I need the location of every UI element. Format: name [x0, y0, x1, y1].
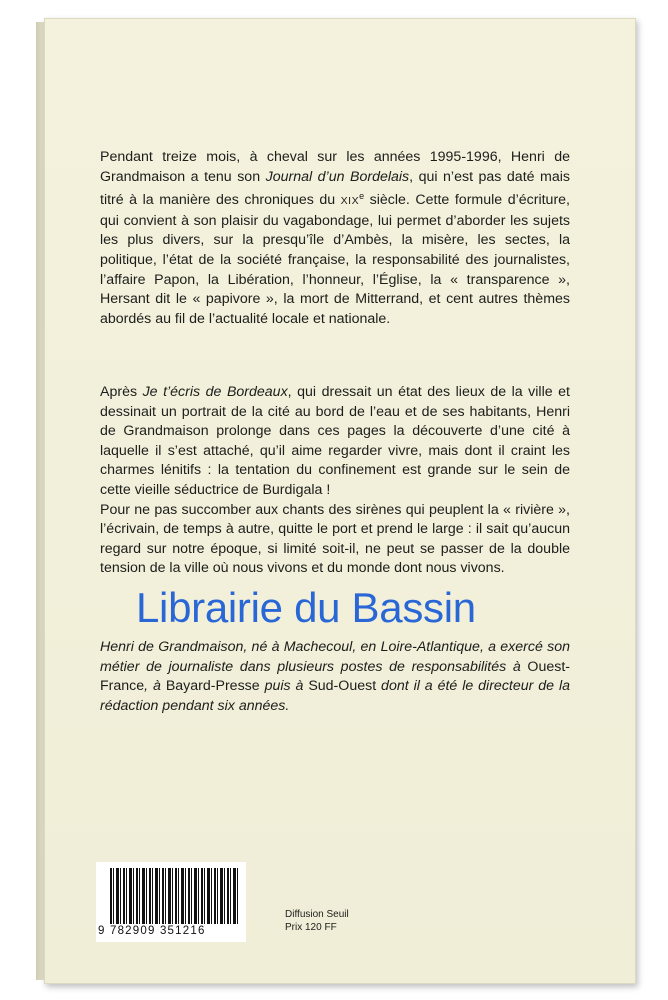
publisher-info: [285, 908, 349, 934]
distributor-label: Diffusion Seuil: [285, 909, 349, 920]
context-text-1: Après Je t’écris de Bordeaux, qui dressait un état des lieux de la ville et dessinait un portrait de la cité au bord de l’eau et de ses habitants, Henri de Grandmaison prolonge dans ces pages la découverte d’une cité à laquelle il s’est attaché, qu’il aime regarder vivre, mais dont il craint les charmes lénitifs : la tentation du confinement est grande sur le sein de cette vieille séductrice de Burdigala !: [100, 384, 570, 498]
context-paragraph: [100, 383, 570, 579]
barcode-bars: [110, 868, 238, 924]
synopsis-text: Pendant treize mois, à cheval sur les années 1995-1996, Henri de Grandmaison a tenu son Journal d’un Bordelais, qui n’est pas daté mais titré à la manière des chroniques du XIXe siècle. Cette formule d’écriture, qui convient à son plaisir du vagabondage, lui permet d’aborder les sujets les plus divers, sur la presqu’île d’Ambès, la misère, les sectes, la politique, l’état de la société française, la responsabilité des journalistes, l’affaire Papon, la Libération, l’honneur, l’Église, la « transparence », Hersant dit le « papivore », la mort de Mitterrand, et cent autres thèmes abordés au fil de l’actualité locale et nationale.: [100, 149, 570, 327]
century-numeral: XIX: [340, 195, 360, 208]
bookseller-watermark: Librairie du Bassin: [136, 584, 476, 631]
book-title-previous: Je t’écris de Bordeaux: [142, 384, 288, 400]
century-superscript: e: [359, 191, 365, 202]
author-bio-text: Henri de Grandmaison, né à Machecoul, en Loire-Atlantique, a exercé son métier de journaliste dans plusieurs postes de responsabilités à Ouest-France, à Bayard-Presse puis à Sud-Ouest dont il a été le directeur de la rédaction pendant six années.: [100, 639, 570, 714]
synopsis-paragraph: [100, 148, 570, 329]
context-text-2: Pour ne pas succomber aux chants des sirènes qui peuplent la « rivière », l’écrivain, de temps à autre, quitte le port et prend le large : il sait qu’aucun regard sur notre époque, si limité soit-il, ne peut se passer de la double tension de la ville où nous vivons et du monde dont nous vivons.: [100, 501, 570, 577]
price-label: Prix 120 FF: [285, 922, 337, 933]
book-title-journal: Journal d’un Bordelais: [265, 168, 410, 185]
author-bio-paragraph: [100, 638, 570, 716]
isbn-barcode: [96, 862, 246, 942]
isbn-number: 9 782909 351216: [98, 925, 206, 937]
